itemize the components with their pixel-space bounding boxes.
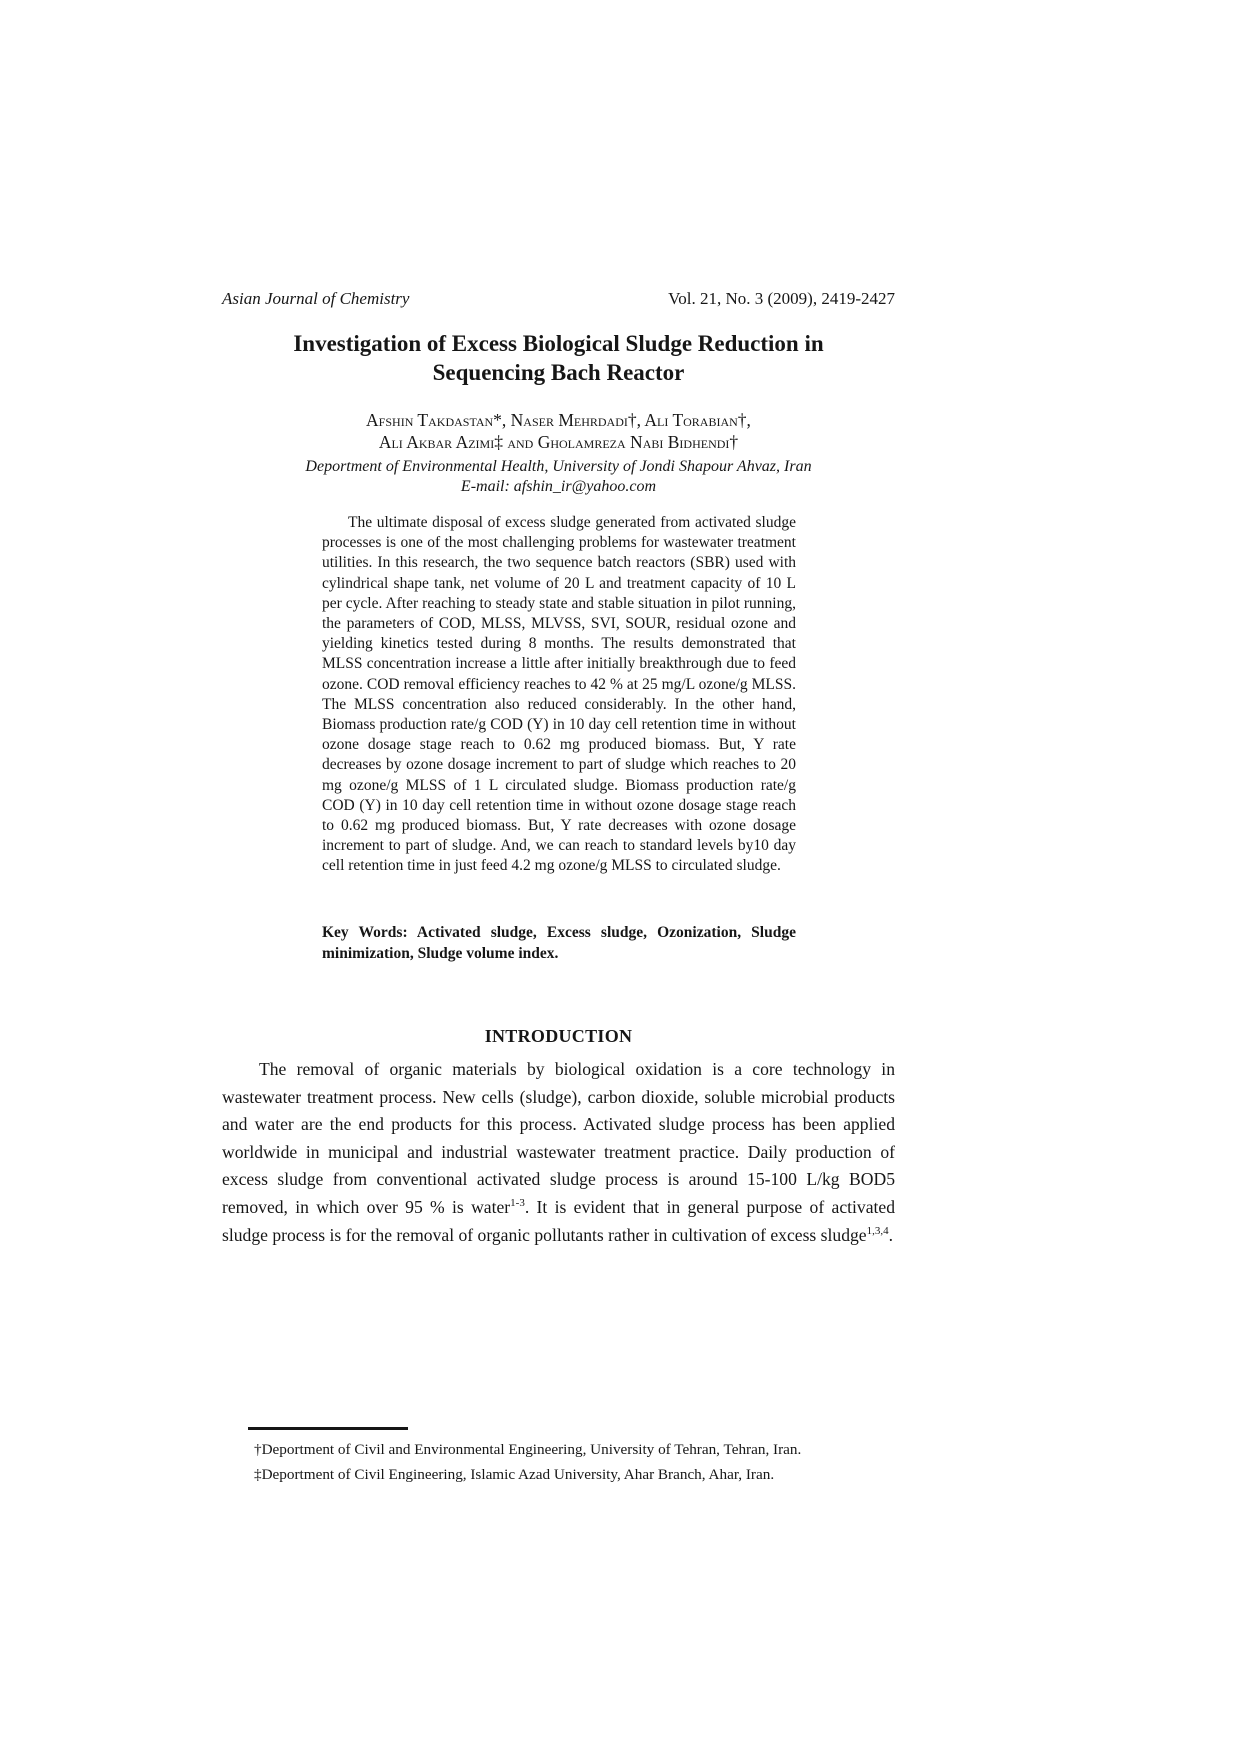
- article-title-line2: Sequencing Bach Reactor: [432, 360, 685, 385]
- keywords-text: Activated sludge, Excess sludge, Ozonization, Sludge minimization, Sludge volume index.: [322, 924, 796, 962]
- authors-line2: Ali Akbar Azimi‡ and Gholamreza Nabi Bidhendi†: [378, 432, 739, 452]
- citation-superscript-2: 1,3,4: [866, 1224, 889, 1237]
- keywords-label: Key Words:: [322, 924, 408, 941]
- volume-issue-info: Vol. 21, No. 3 (2009), 2419-2427: [668, 289, 895, 308]
- footnotes: [222, 1437, 895, 1487]
- introduction-text-2: . It is evident that in general purpose of activated sludge process is for the removal of organic pollutants rather in cultivation of excess sludge: [222, 1196, 896, 1245]
- article-title: [222, 329, 895, 387]
- keywords-paragraph: [322, 922, 796, 964]
- affiliation: [222, 457, 895, 497]
- introduction-section: [222, 1056, 895, 1249]
- affiliation-department: Deportment of Environmental Health, University of Jondi Shapour Ahvaz, Iran: [305, 458, 812, 475]
- introduction-text-3: .: [888, 1224, 894, 1245]
- article-title-line1: Investigation of Excess Biological Sludge Reduction in: [293, 331, 824, 356]
- affiliation-email: E-mail: afshin_ir@yahoo.com: [460, 478, 657, 495]
- citation-superscript-1: 1-3: [510, 1197, 525, 1210]
- authors: [222, 409, 895, 453]
- introduction-heading: INTRODUCTION: [484, 1026, 633, 1046]
- keywords: [322, 922, 796, 964]
- journal-name: Asian Journal of Chemistry: [222, 289, 410, 308]
- abstract-paragraph: The ultimate disposal of excess sludge generated from activated sludge processes is one of the most challenging problems for wastewater treatment utilities. In this research, the two sequence batch reactors (SBR) used with cylindrical shape tank, net volume of 20 L and treatment capacity of 10 L per cycle. After reaching to steady state and stable situation in pilot running, the parameters of COD, MLSS, MLVSS, SVI, SOUR, residual ozone and yielding kinetics tested during 8 months. The results demonstrated that MLSS concentration increase a little after initially breakthrough due to feed ozone. COD removal efficiency reaches to 42 % at 25 mg/L ozone/g MLSS. The MLSS concentration also reduced considerably. In the other hand, Biomass production rate/g COD (Y) in 10 day cell retention time in without ozone dosage stage reach to 0.62 mg produced biomass. But, Y rate decreases by ozone dosage increment to part of sludge which reaches to 20 mg ozone/g MLSS of 1 L circulated sludge. Biomass production rate/g COD (Y) in 10 day cell retention time in without ozone dosage stage reach to 0.62 mg produced biomass. But, Y rate decreases with ozone dosage increment to part of sludge. And, we can reach to standard levels by10 day cell retention time in just feed 4.2 mg ozone/g MLSS to circulated sludge.: [322, 514, 796, 875]
- abstract: [322, 513, 796, 877]
- page-header: [222, 289, 895, 309]
- footnote-double-dagger: ‡Deportment of Civil Engineering, Islamic Azad University, Ahar Branch, Ahar, Iran.: [254, 1466, 775, 1483]
- authors-line1: Afshin Takdastan*, Naser Mehrdadi†, Ali Torabian†,: [366, 410, 751, 430]
- introduction-text-1: The removal of organic materials by biological oxidation is a core technology in wastewater treatment process. New cells (sludge), carbon dioxide, soluble microbial products and water are the end products for this process. Activated sludge process has been applied worldwide in municipal and industrial wastewater treatment practice. Daily production of excess sludge from conventional activated sludge process is around 15-100 L/kg BOD5 removed, in which over 95 % is water: [222, 1059, 895, 1217]
- footnote-divider: [248, 1427, 408, 1430]
- introduction-paragraph: [222, 1056, 895, 1249]
- footnote-dagger: †Deportment of Civil and Environmental Engineering, University of Tehran, Tehran, Iran.: [254, 1441, 802, 1458]
